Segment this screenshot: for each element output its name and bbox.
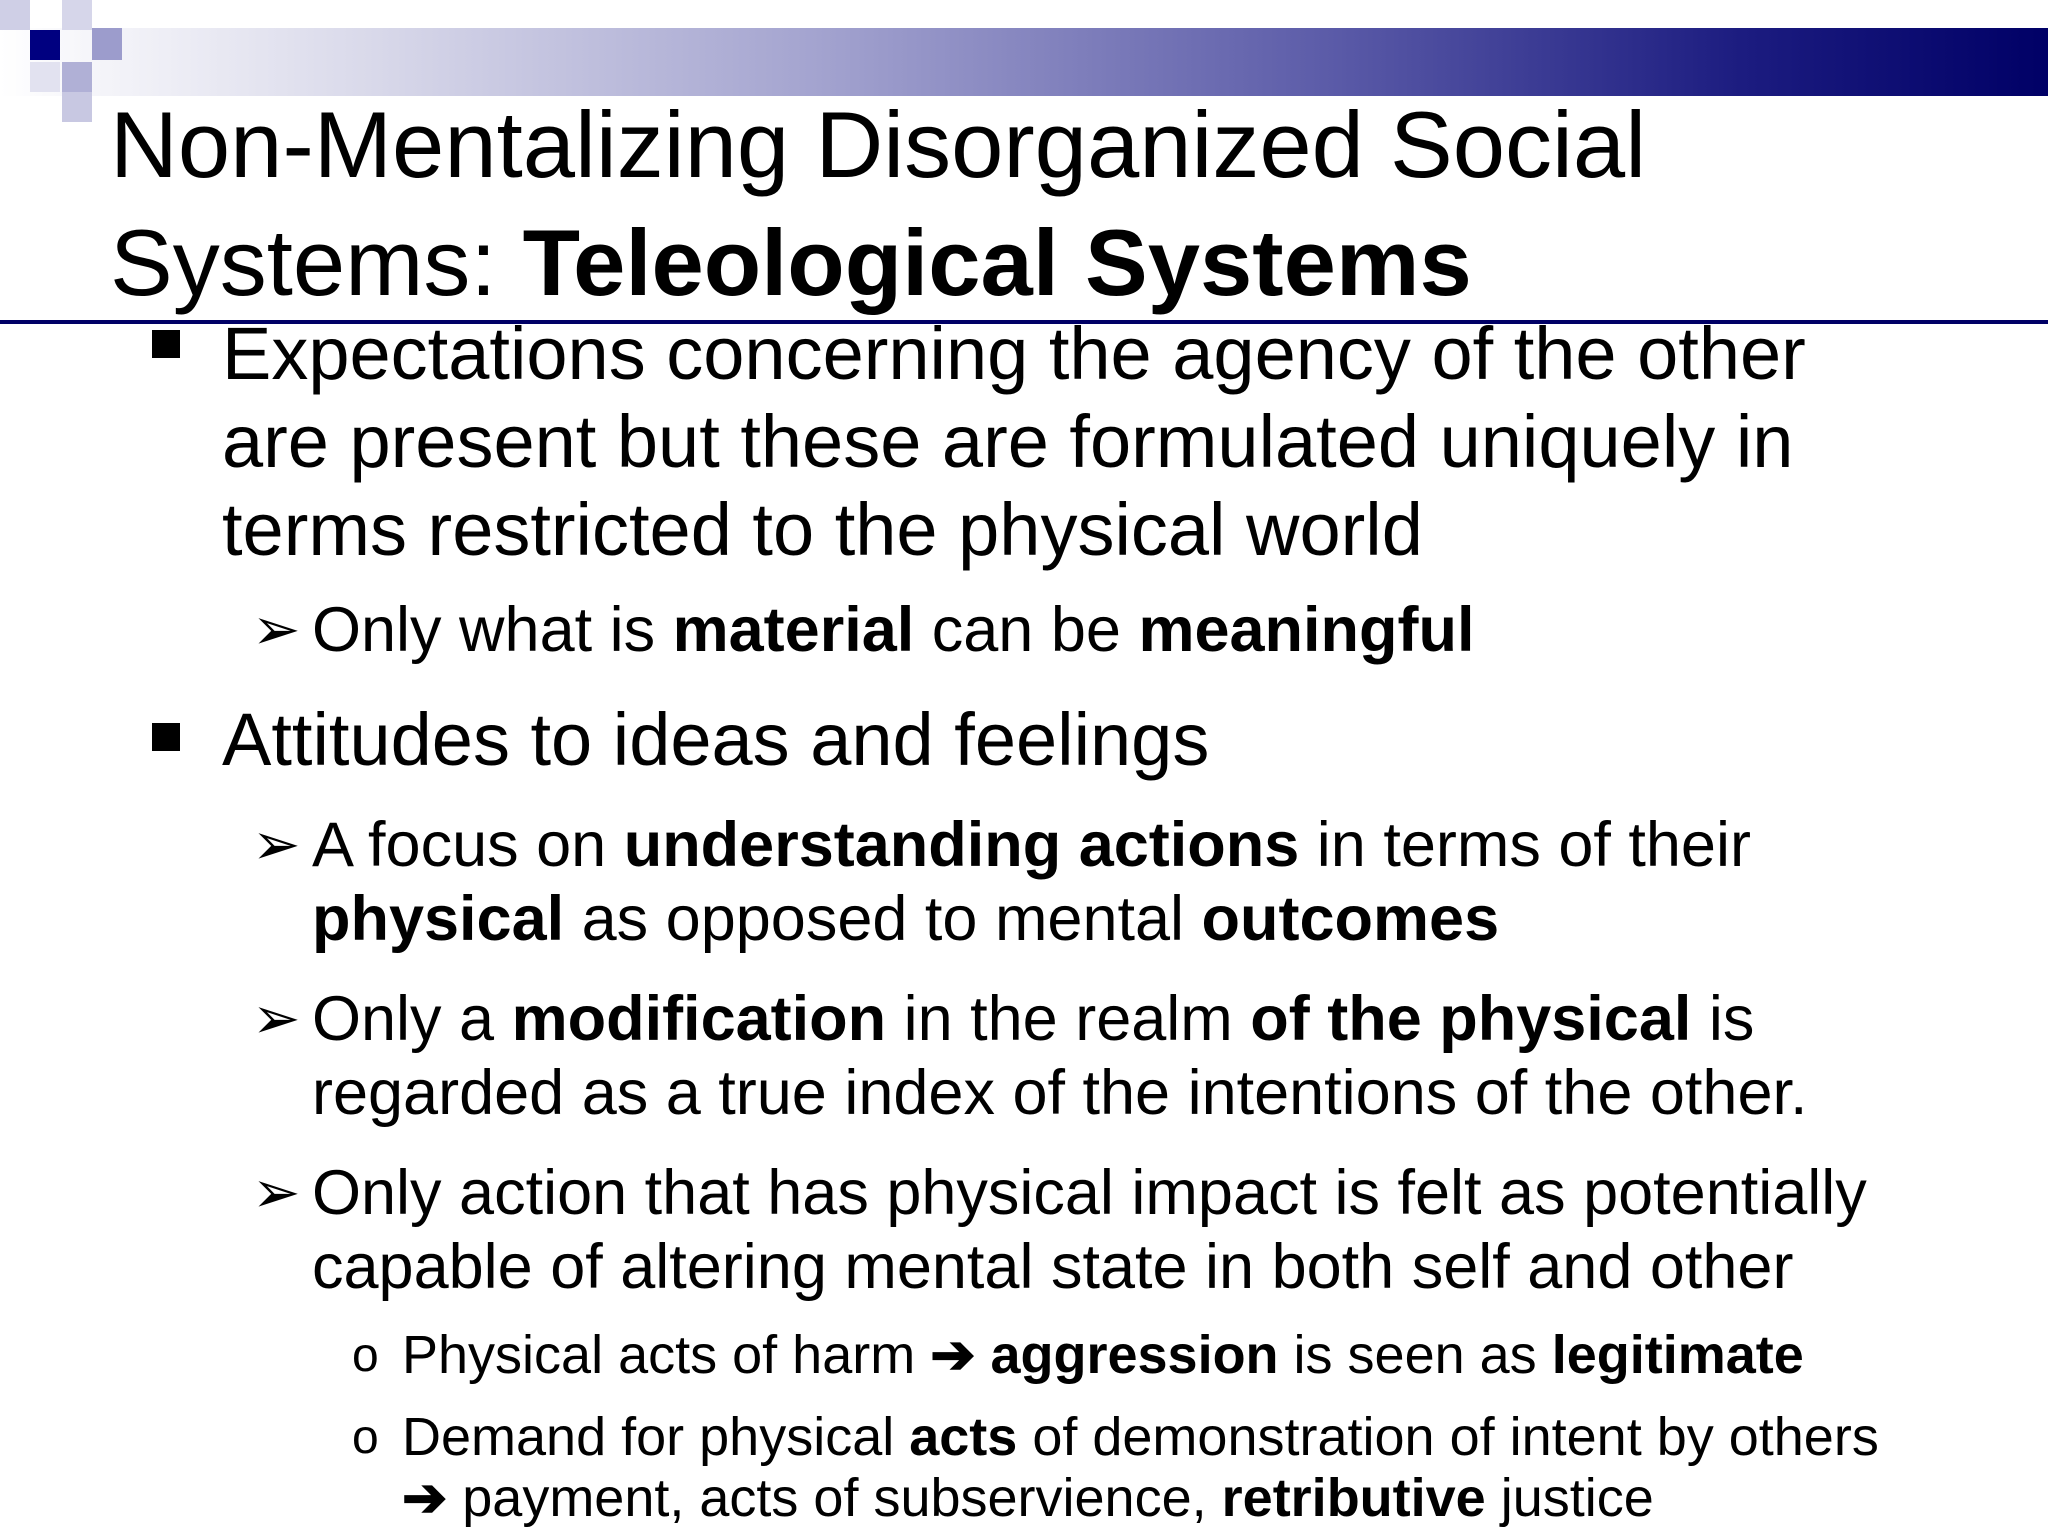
arrow-bullet-icon: ➢ (252, 597, 301, 662)
bullet-1-line2: are present but these are formulated uniquely in (222, 400, 1794, 483)
subbullet-4: Only action that has physical impact is felt as potentially capable of altering mental state in both self and other (312, 1158, 1867, 1302)
circle-bullet-icon: o (352, 1329, 379, 1382)
arrow-bullet-icon: ➢ (252, 1160, 301, 1225)
arrow-bullet-icon: ➢ (252, 812, 301, 877)
subbullet-1: Only what is material can be meaningful (312, 595, 1475, 665)
decor-square (62, 62, 92, 92)
decor-square (92, 28, 122, 60)
slide-title (110, 86, 1646, 322)
circle-bullet-icon: o (352, 1411, 379, 1464)
decor-square (0, 0, 30, 30)
bullet-2: Attitudes to ideas and feelings (222, 698, 1210, 781)
decor-square (62, 0, 92, 30)
arrow-bullet-icon: ➢ (252, 986, 301, 1051)
decor-square (30, 30, 60, 60)
title-line2-bold: Teleological Systems (522, 210, 1472, 315)
bullet-1-line3: terms restricted to the physical world (222, 488, 1423, 571)
tertiary-bullet-1: Physical acts of harm ➔ aggression is seen as legitimate (402, 1325, 1804, 1385)
bullet-1 (222, 310, 2022, 574)
right-arrow-icon: ➔ (930, 1325, 976, 1385)
right-arrow-icon: ➔ (402, 1468, 448, 1528)
title-line2-prefix: Systems: (110, 210, 523, 315)
tertiary-bullet-2: Demand for physical acts of demonstration of intent by others ➔ payment, acts of subservience, retributive justice (402, 1407, 1879, 1528)
decor-square (62, 92, 92, 122)
square-bullet-icon (152, 330, 180, 358)
title-line1: Non-Mentalizing Disorganized Social (110, 92, 1647, 197)
subbullet-2: A focus on understanding actions in terms of their physical as opposed to mental outcomes (312, 810, 1751, 954)
subbullet-3: Only a modification in the realm of the physical is regarded as a true index of the intentions of the other. (312, 984, 1808, 1128)
square-bullet-icon (152, 723, 180, 751)
bullet-1-line1: Expectations concerning the agency of the other (222, 312, 1806, 395)
decor-square (30, 62, 60, 92)
